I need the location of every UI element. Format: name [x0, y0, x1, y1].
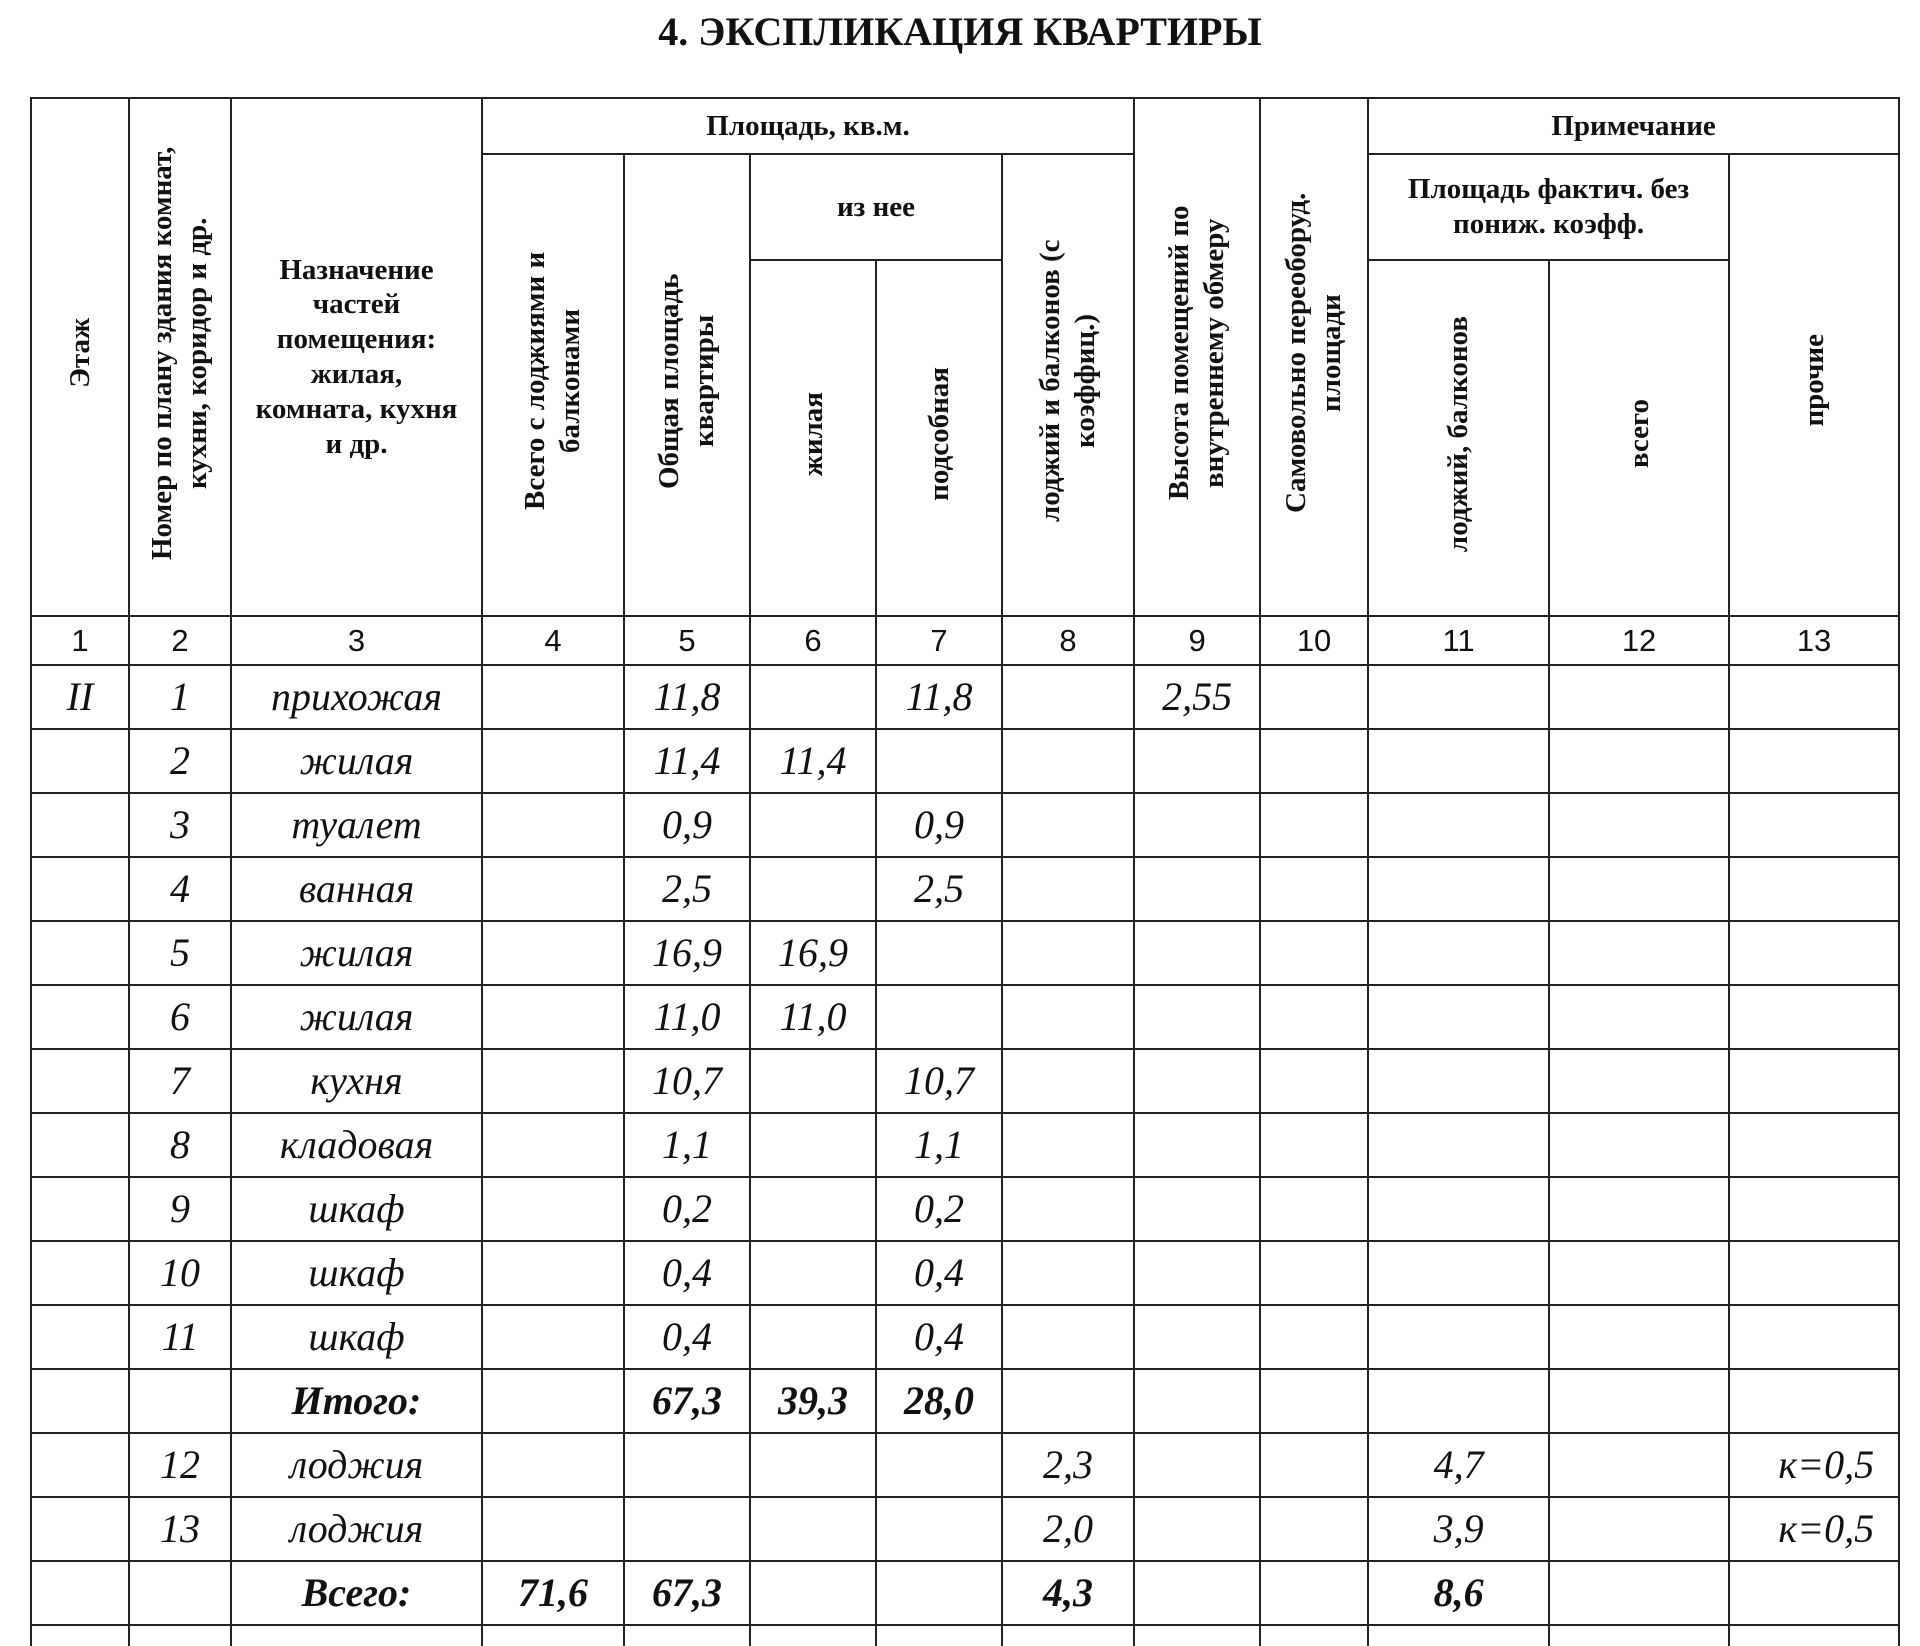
cell-c7 [876, 1561, 1002, 1625]
cell-empty [750, 1625, 876, 1646]
header-living: жилая [750, 260, 876, 616]
cell-c8 [1002, 1177, 1134, 1241]
cell-c13 [1729, 1305, 1899, 1369]
table-row [31, 1305, 1899, 1369]
cell-c6 [750, 857, 876, 921]
cell-c4 [482, 729, 624, 793]
cell-c13 [1729, 729, 1899, 793]
cell-floor [31, 1241, 129, 1305]
cell-no: 13 [129, 1497, 231, 1561]
cell-empty [129, 1625, 231, 1646]
cell-no: 10 [129, 1241, 231, 1305]
cell-c13: к=0,5 [1729, 1497, 1899, 1561]
cell-c8 [1002, 1113, 1134, 1177]
column-number: 5 [624, 616, 750, 665]
cell-empty [231, 1625, 482, 1646]
cell-c6 [750, 665, 876, 729]
cell-c11 [1368, 665, 1549, 729]
cell-c13: к=0,5 [1729, 1433, 1899, 1497]
cell-c11 [1368, 1177, 1549, 1241]
header-actual-total: всего [1549, 260, 1729, 616]
column-number: 11 [1368, 616, 1549, 665]
cell-c12 [1549, 985, 1729, 1049]
cell-c5: 11,0 [624, 985, 750, 1049]
cell-c8: 4,3 [1002, 1561, 1134, 1625]
cell-c10 [1260, 1177, 1368, 1241]
cell-name: жилая [231, 921, 482, 985]
cell-empty [1134, 1625, 1260, 1646]
cell-c8 [1002, 1305, 1134, 1369]
cell-c11 [1368, 1305, 1549, 1369]
cell-c5: 1,1 [624, 1113, 750, 1177]
cell-c11 [1368, 857, 1549, 921]
column-number: 6 [750, 616, 876, 665]
cell-c13 [1729, 665, 1899, 729]
cell-c13 [1729, 857, 1899, 921]
cell-c11 [1368, 1049, 1549, 1113]
cell-c4 [482, 665, 624, 729]
cell-c12 [1549, 857, 1729, 921]
cell-empty [876, 1625, 1002, 1646]
cell-c8 [1002, 921, 1134, 985]
cell-c7 [876, 1497, 1002, 1561]
cell-c9 [1134, 1561, 1260, 1625]
cell-empty [624, 1625, 750, 1646]
cell-c5: 67,3 [624, 1561, 750, 1625]
cell-c4 [482, 1177, 624, 1241]
cell-c6: 39,3 [750, 1369, 876, 1433]
cell-c4 [482, 793, 624, 857]
cell-name: лоджия [231, 1497, 482, 1561]
cell-name: ванная [231, 857, 482, 921]
cell-c5: 0,4 [624, 1241, 750, 1305]
cell-c6 [750, 1241, 876, 1305]
cell-c11: 4,7 [1368, 1433, 1549, 1497]
cell-name: жилая [231, 985, 482, 1049]
cell-c11 [1368, 1369, 1549, 1433]
header-other: прочие [1729, 154, 1899, 616]
cell-c7: 0,4 [876, 1241, 1002, 1305]
cell-empty [1002, 1625, 1134, 1646]
cell-name: шкаф [231, 1305, 482, 1369]
column-number: 8 [1002, 616, 1134, 665]
cell-c11 [1368, 729, 1549, 793]
table-total-row [31, 1369, 1899, 1433]
cell-no: 5 [129, 921, 231, 985]
cell-c11 [1368, 921, 1549, 985]
cell-c4 [482, 1305, 624, 1369]
cell-name: туалет [231, 793, 482, 857]
cell-floor [31, 1305, 129, 1369]
header-loggias-coef: лоджий и балконов (с коэффиц.) [1002, 154, 1134, 616]
cell-c5: 0,9 [624, 793, 750, 857]
cell-c7: 28,0 [876, 1369, 1002, 1433]
table-row [31, 1177, 1899, 1241]
cell-c8 [1002, 665, 1134, 729]
cell-empty [482, 1625, 624, 1646]
cell-c12 [1549, 1497, 1729, 1561]
cell-c9 [1134, 1305, 1260, 1369]
table-row [31, 1049, 1899, 1113]
cell-c7: 11,8 [876, 665, 1002, 729]
cell-c6 [750, 1049, 876, 1113]
header-auxiliary: подсобная [876, 260, 1002, 616]
cell-c4 [482, 985, 624, 1049]
cell-c4 [482, 1369, 624, 1433]
cell-floor [31, 921, 129, 985]
cell-c10 [1260, 1369, 1368, 1433]
cell-c13 [1729, 1241, 1899, 1305]
cell-c9 [1134, 1049, 1260, 1113]
cell-c4 [482, 1113, 624, 1177]
cell-c12 [1549, 793, 1729, 857]
cell-c8 [1002, 857, 1134, 921]
cell-c8 [1002, 1369, 1134, 1433]
cell-c12 [1549, 729, 1729, 793]
cell-c7: 0,9 [876, 793, 1002, 857]
cell-floor: II [31, 665, 129, 729]
header-self-rebuilt: Самовольно переоборуд. площади [1260, 98, 1368, 616]
cell-c12 [1549, 1369, 1729, 1433]
table-row [31, 1241, 1899, 1305]
cell-c10 [1260, 921, 1368, 985]
cell-c9 [1134, 921, 1260, 985]
cell-name: жилая [231, 729, 482, 793]
cell-name: лоджия [231, 1433, 482, 1497]
table-row [31, 857, 1899, 921]
explication-table [30, 97, 1900, 1646]
cell-c10 [1260, 857, 1368, 921]
cell-c9 [1134, 1241, 1260, 1305]
cell-empty [1260, 1625, 1368, 1646]
cell-c8 [1002, 1241, 1134, 1305]
header-total-with-loggias: Всего с лоджиями и балконами [482, 154, 624, 616]
cell-c12 [1549, 1305, 1729, 1369]
table-row [31, 729, 1899, 793]
cell-c5: 67,3 [624, 1369, 750, 1433]
cell-c9 [1134, 1113, 1260, 1177]
cell-c6: 11,4 [750, 729, 876, 793]
cell-no [129, 1561, 231, 1625]
cell-no: 2 [129, 729, 231, 793]
cell-c6 [750, 1177, 876, 1241]
cell-name: Всего: [231, 1561, 482, 1625]
cell-empty [1549, 1625, 1729, 1646]
cell-c9 [1134, 1433, 1260, 1497]
cell-floor [31, 1497, 129, 1561]
cell-name: шкаф [231, 1177, 482, 1241]
cell-c9 [1134, 1177, 1260, 1241]
column-number: 4 [482, 616, 624, 665]
cell-c12 [1549, 1433, 1729, 1497]
cell-c8 [1002, 985, 1134, 1049]
cell-c9 [1134, 793, 1260, 857]
cell-name: прихожая [231, 665, 482, 729]
cell-c5: 10,7 [624, 1049, 750, 1113]
cell-c12 [1549, 1113, 1729, 1177]
cell-c6 [750, 793, 876, 857]
cell-c10 [1260, 665, 1368, 729]
cell-c11 [1368, 985, 1549, 1049]
cell-c11: 8,6 [1368, 1561, 1549, 1625]
cell-c10 [1260, 1305, 1368, 1369]
cell-c13 [1729, 1113, 1899, 1177]
table-row [31, 793, 1899, 857]
cell-c7: 2,5 [876, 857, 1002, 921]
cell-c6 [750, 1433, 876, 1497]
table-row [31, 1433, 1899, 1497]
cell-floor [31, 1433, 129, 1497]
cell-c4 [482, 1241, 624, 1305]
cell-c5: 16,9 [624, 921, 750, 985]
cell-c13 [1729, 1049, 1899, 1113]
column-number: 1 [31, 616, 129, 665]
cell-c10 [1260, 729, 1368, 793]
cell-c11 [1368, 1241, 1549, 1305]
column-number: 9 [1134, 616, 1260, 665]
header-of-which: из нее [750, 154, 1002, 260]
cell-name: Итого: [231, 1369, 482, 1433]
cell-c13 [1729, 1177, 1899, 1241]
cell-c10 [1260, 1433, 1368, 1497]
cell-c9 [1134, 729, 1260, 793]
cell-c12 [1549, 921, 1729, 985]
cell-empty [1729, 1625, 1899, 1646]
cell-no: 9 [129, 1177, 231, 1241]
header-area-group: Площадь, кв.м. [482, 98, 1134, 154]
cell-c12 [1549, 1049, 1729, 1113]
document-title: 4. ЭКСПЛИКАЦИЯ КВАРТИРЫ [658, 9, 1262, 54]
table-row-empty [31, 1625, 1899, 1646]
cell-c6: 11,0 [750, 985, 876, 1049]
cell-c10 [1260, 1113, 1368, 1177]
cell-c4 [482, 921, 624, 985]
cell-c5: 0,4 [624, 1305, 750, 1369]
cell-c9: 2,55 [1134, 665, 1260, 729]
cell-floor [31, 1113, 129, 1177]
cell-c6 [750, 1113, 876, 1177]
cell-c10 [1260, 1561, 1368, 1625]
header-actual-area: Площадь фактич. без пониж. коэфф. [1368, 154, 1729, 260]
cell-floor [31, 1049, 129, 1113]
cell-c11 [1368, 793, 1549, 857]
cell-c8 [1002, 793, 1134, 857]
cell-c7: 10,7 [876, 1049, 1002, 1113]
cell-c9 [1134, 985, 1260, 1049]
cell-c8: 2,3 [1002, 1433, 1134, 1497]
column-number: 10 [1260, 616, 1368, 665]
cell-c12 [1549, 1561, 1729, 1625]
column-number-row [31, 616, 1899, 665]
cell-c5: 11,4 [624, 729, 750, 793]
cell-c10 [1260, 985, 1368, 1049]
header-actual-loggias: лоджий, балконов [1368, 260, 1549, 616]
cell-c6 [750, 1497, 876, 1561]
header-height: Высота помещений по внутреннему обмеру [1134, 98, 1260, 616]
cell-name: кладовая [231, 1113, 482, 1177]
header-room-no: Номер по плану здания комнат, кухни, коридор и др. [129, 98, 231, 616]
table-total-row [31, 1561, 1899, 1625]
cell-c6: 16,9 [750, 921, 876, 985]
cell-c4 [482, 857, 624, 921]
table-row [31, 985, 1899, 1049]
cell-c8 [1002, 1049, 1134, 1113]
table-row [31, 665, 1899, 729]
column-number: 7 [876, 616, 1002, 665]
cell-name: шкаф [231, 1241, 482, 1305]
cell-name: кухня [231, 1049, 482, 1113]
cell-c10 [1260, 1049, 1368, 1113]
table-row [31, 1113, 1899, 1177]
column-number: 2 [129, 616, 231, 665]
cell-c4 [482, 1433, 624, 1497]
cell-c5: 11,8 [624, 665, 750, 729]
cell-no: 4 [129, 857, 231, 921]
header-floor: Этаж [31, 98, 129, 616]
cell-c10 [1260, 1241, 1368, 1305]
table-row [31, 1497, 1899, 1561]
cell-c7: 1,1 [876, 1113, 1002, 1177]
column-number: 13 [1729, 616, 1899, 665]
cell-c5 [624, 1497, 750, 1561]
cell-no: 3 [129, 793, 231, 857]
cell-no: 1 [129, 665, 231, 729]
cell-c5 [624, 1433, 750, 1497]
cell-c7 [876, 1433, 1002, 1497]
cell-floor [31, 729, 129, 793]
cell-c11: 3,9 [1368, 1497, 1549, 1561]
header-note-group: Примечание [1368, 98, 1899, 154]
cell-floor [31, 1561, 129, 1625]
header-purpose: Назначение частей помещения: жилая, комната, кухня и др. [231, 98, 482, 616]
cell-c10 [1260, 1497, 1368, 1561]
cell-floor [31, 1177, 129, 1241]
cell-floor [31, 857, 129, 921]
cell-c7: 0,4 [876, 1305, 1002, 1369]
cell-c13 [1729, 1561, 1899, 1625]
cell-floor [31, 1369, 129, 1433]
cell-c4 [482, 1497, 624, 1561]
cell-c7: 0,2 [876, 1177, 1002, 1241]
cell-c8 [1002, 729, 1134, 793]
cell-c4 [482, 1049, 624, 1113]
cell-c9 [1134, 857, 1260, 921]
cell-c9 [1134, 1497, 1260, 1561]
cell-c4: 71,6 [482, 1561, 624, 1625]
cell-floor [31, 793, 129, 857]
cell-c5: 2,5 [624, 857, 750, 921]
header-total-area: Общая площадь квартиры [624, 154, 750, 616]
cell-c12 [1549, 1241, 1729, 1305]
cell-c9 [1134, 1369, 1260, 1433]
cell-c6 [750, 1305, 876, 1369]
cell-c7 [876, 729, 1002, 793]
table-row [31, 921, 1899, 985]
cell-floor [31, 985, 129, 1049]
cell-no: 11 [129, 1305, 231, 1369]
cell-no: 8 [129, 1113, 231, 1177]
cell-empty [31, 1625, 129, 1646]
cell-c12 [1549, 1177, 1729, 1241]
cell-c8: 2,0 [1002, 1497, 1134, 1561]
cell-empty [1368, 1625, 1549, 1646]
cell-c12 [1549, 665, 1729, 729]
cell-c7 [876, 921, 1002, 985]
cell-c7 [876, 985, 1002, 1049]
cell-c13 [1729, 1369, 1899, 1433]
cell-no: 12 [129, 1433, 231, 1497]
cell-c13 [1729, 793, 1899, 857]
cell-no: 6 [129, 985, 231, 1049]
cell-c5: 0,2 [624, 1177, 750, 1241]
cell-c6 [750, 1561, 876, 1625]
cell-no [129, 1369, 231, 1433]
cell-c13 [1729, 921, 1899, 985]
cell-c13 [1729, 985, 1899, 1049]
column-number: 12 [1549, 616, 1729, 665]
column-number: 3 [231, 616, 482, 665]
cell-c10 [1260, 793, 1368, 857]
cell-c11 [1368, 1113, 1549, 1177]
cell-no: 7 [129, 1049, 231, 1113]
